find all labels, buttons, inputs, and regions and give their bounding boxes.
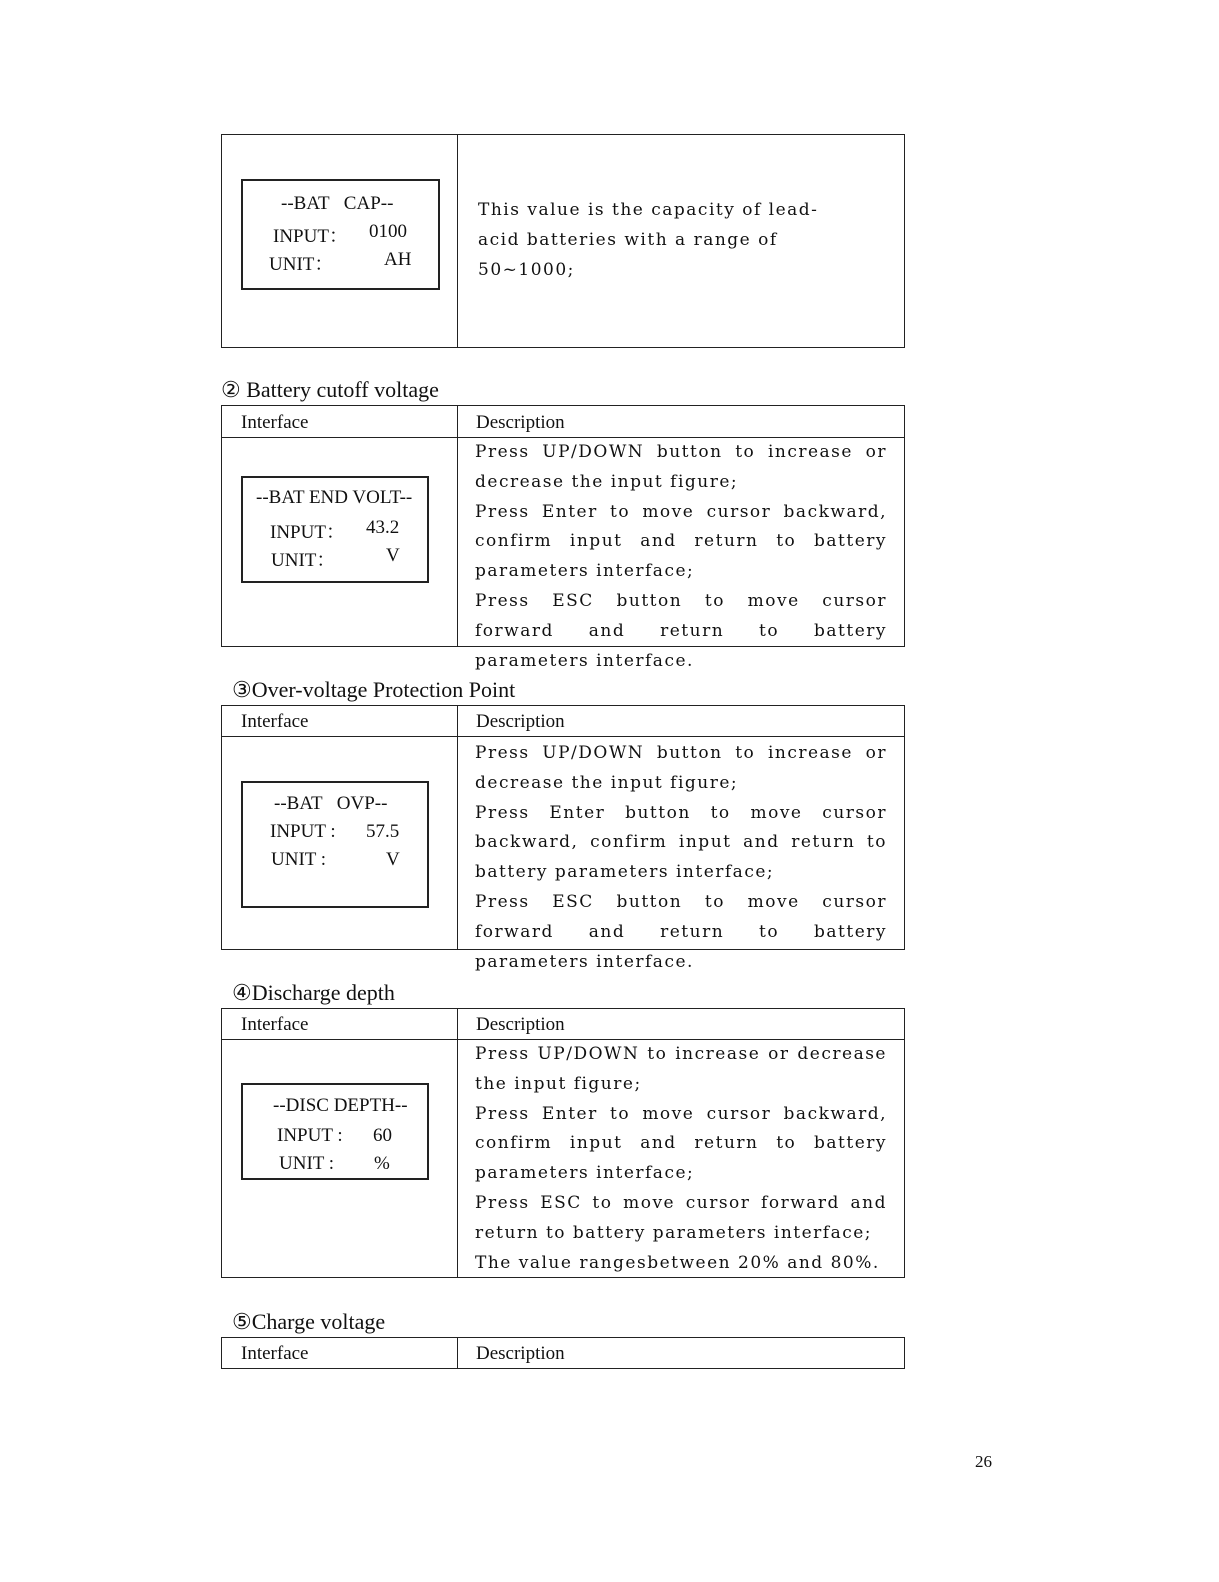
description-paragraph: Press UP/DOWN button to increase or decrease the input figure; [475,743,887,793]
lcd-screen-bat-end-volt [241,476,429,583]
section-title-discharge-depth: ④Discharge depth [232,980,395,1005]
over-voltage-protection-table [221,705,905,972]
lcd-title: --BAT CAP-- [281,193,394,214]
header-interface: Interface [241,412,309,433]
header-description: Description [476,412,565,433]
lcd-input-value: 57.5 [366,821,400,842]
lcd-input-value: 60 [373,1125,392,1146]
lcd-unit-value: V [386,545,400,566]
column-divider [457,406,458,646]
column-divider [457,1009,458,1277]
lcd-screen-disc-depth [241,1083,429,1180]
description-text [475,739,887,977]
column-divider [457,135,458,347]
battery-cutoff-voltage-table [221,405,905,671]
lcd-unit-label: UNIT : [279,1153,335,1174]
lcd-input-label: INPUT : [270,821,336,842]
header-description: Description [476,1343,565,1364]
description-paragraph: Press Enter button to move cursor backward, confirm input and return to battery parameters interface; [475,802,887,883]
lcd-input-value: 0100 [369,221,407,242]
discharge-depth-table [221,1008,905,1278]
column-divider [457,1338,458,1368]
description-paragraph: Press ESC to move cursor forward and return to battery parameters interface; [475,1192,887,1243]
header-divider [222,736,904,737]
section-title-charge-voltage: ⑤Charge voltage [232,1309,386,1334]
header-description: Description [476,1014,565,1035]
header-interface: Interface [241,711,309,732]
lcd-title: --BAT END VOLT-- [256,487,413,508]
lcd-input-label: INPUT : [277,1125,343,1146]
description-paragraph: The value rangesbetween 20% and 80%. [475,1252,880,1273]
lcd-unit-label: UNIT : [271,849,327,870]
lcd-title: --BAT OVP-- [274,793,388,814]
section-title-over-voltage-protection: ③Over-voltage Protection Point [232,677,516,702]
description-paragraph: Press UP/DOWN to increase or decrease the input figure; [475,1044,887,1094]
lcd-screen-bat-cap [241,179,440,290]
description-paragraph: Press Enter to move cursor backward, confirm input and return to battery parameters interface; [475,501,887,582]
lcd-screen-bat-ovp [241,781,429,908]
description-text [475,438,887,676]
battery-capacity-table [221,134,905,348]
page-number: 26 [975,1452,992,1471]
lcd-unit-label: UNIT： [269,254,334,275]
header-interface: Interface [241,1014,309,1035]
description-paragraph: Press UP/DOWN button to increase or decrease the input figure; [475,442,887,492]
description-paragraph: Press Enter to move cursor backward, confirm input and return to battery parameters interface; [475,1103,887,1184]
description-text [478,196,858,285]
description-paragraph: Press ESC button to move cursor forward and return to battery parameters interface. [475,590,887,671]
lcd-input-value: 43.2 [366,517,400,538]
header-interface: Interface [241,1343,309,1364]
description-paragraph: This value is the capacity of lead-acid batteries with a range of 50~1000; [478,200,819,280]
lcd-unit-value: V [386,849,400,870]
charge-voltage-table [221,1337,905,1369]
description-paragraph: Press ESC button to move cursor forward and return to battery parameters interface. [475,891,887,972]
description-text [475,1040,887,1278]
column-divider [457,706,458,949]
lcd-unit-value: % [374,1153,390,1174]
lcd-input-label: INPUT： [273,226,348,247]
lcd-input-label: INPUT： [270,522,345,543]
lcd-unit-value: AH [384,249,412,270]
lcd-unit-label: UNIT： [271,550,336,571]
section-title-battery-cutoff-voltage: ② Battery cutoff voltage [221,377,439,402]
header-description: Description [476,711,565,732]
lcd-title: --DISC DEPTH-- [273,1095,408,1116]
